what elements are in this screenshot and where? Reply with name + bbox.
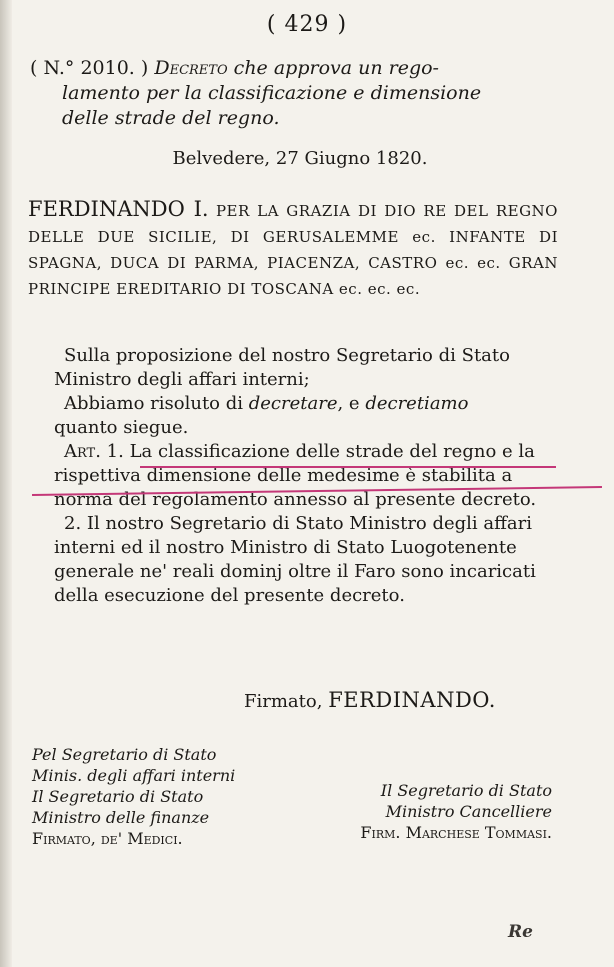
decree-body <box>54 344 554 608</box>
page-number: ( 429 ) <box>266 12 348 37</box>
preamble-line2: Ministro degli affari interni; <box>54 369 310 390</box>
left-sig-line1: Pel Segretario di Stato <box>32 745 217 764</box>
decree-word: Decreto <box>154 57 228 79</box>
preamble-line3-b: , e <box>337 393 366 414</box>
catchword: Re <box>508 922 533 942</box>
sovereign-name: FERDINANDO I. <box>28 197 209 221</box>
left-sig-line3: Il Segretario di Stato <box>32 787 204 806</box>
article-2-label: 2. <box>64 513 82 534</box>
decree-heading <box>30 56 570 131</box>
word-decretiamo: decretiamo <box>365 393 469 414</box>
signed-label: Firmato, <box>244 691 323 712</box>
left-sig-line2: Minis. degli affari interni <box>32 766 236 785</box>
article-1 <box>54 440 554 512</box>
decree-title-line1: che approva un rego- <box>233 57 439 79</box>
signed-name: FERDINANDO. <box>328 688 496 712</box>
preamble-line4: quanto siegue. <box>54 417 189 438</box>
countersignature-right <box>312 780 552 843</box>
word-decretare: decretare <box>248 393 338 414</box>
article-1-label: Art. 1. <box>64 441 124 462</box>
pen-underline-1 <box>140 466 556 468</box>
preamble-line3-a: Abbiamo risoluto di <box>64 393 249 414</box>
right-sig-line3: Firm. Marchese Tommasi. <box>360 823 552 842</box>
decree-title-line2: lamento per la classificazione e dimensione <box>62 82 482 104</box>
signature-king <box>244 688 496 712</box>
decree-number: ( N.° 2010. ) <box>30 57 149 79</box>
sovereign-intitulation <box>28 196 558 302</box>
right-sig-line1: Il Segretario di Stato <box>380 781 552 800</box>
article-2-text: Il nostro Segretario di Stato Ministro degli affari interni ed il nostro Ministro di Stato Luogotenente generale ne' reali dominj oltre il Faro sono incaricati della esecuzione del presente decreto. <box>54 513 536 606</box>
sovereign-titles: PER LA GRAZIA DI DIO RE DEL REGNO DELLE DUE SICILIE, DI GERUSALEMME ec. INFANTE DI SPAGNA, DUCA DI PARMA, PIACENZA, CASTRO ec. ec. GRAN PRINCIPE EREDITARIO DI TOSCANA ec. ec. ec. <box>28 202 558 298</box>
right-sig-line2: Ministro Cancelliere <box>385 802 552 821</box>
left-sig-line5: Firmato, de' Medici. <box>32 829 183 848</box>
preamble-line1: Sulla proposizione del nostro Segretario di Stato <box>64 345 510 366</box>
dateline: Belvedere, 27 Giugno 1820. <box>172 148 428 169</box>
article-2 <box>54 512 554 608</box>
decree-title-line3: delle strade del regno. <box>62 107 280 129</box>
left-sig-line4: Ministro delle finanze <box>32 808 210 827</box>
countersignature-left <box>32 744 235 849</box>
page-spine-shadow <box>0 0 12 967</box>
article-1-text: La classificazione delle strade del regno e la rispettiva dimensione delle medesime è stabilita a norma del regolamento annesso al presente decreto. <box>54 441 537 510</box>
preamble-line3 <box>54 392 554 416</box>
